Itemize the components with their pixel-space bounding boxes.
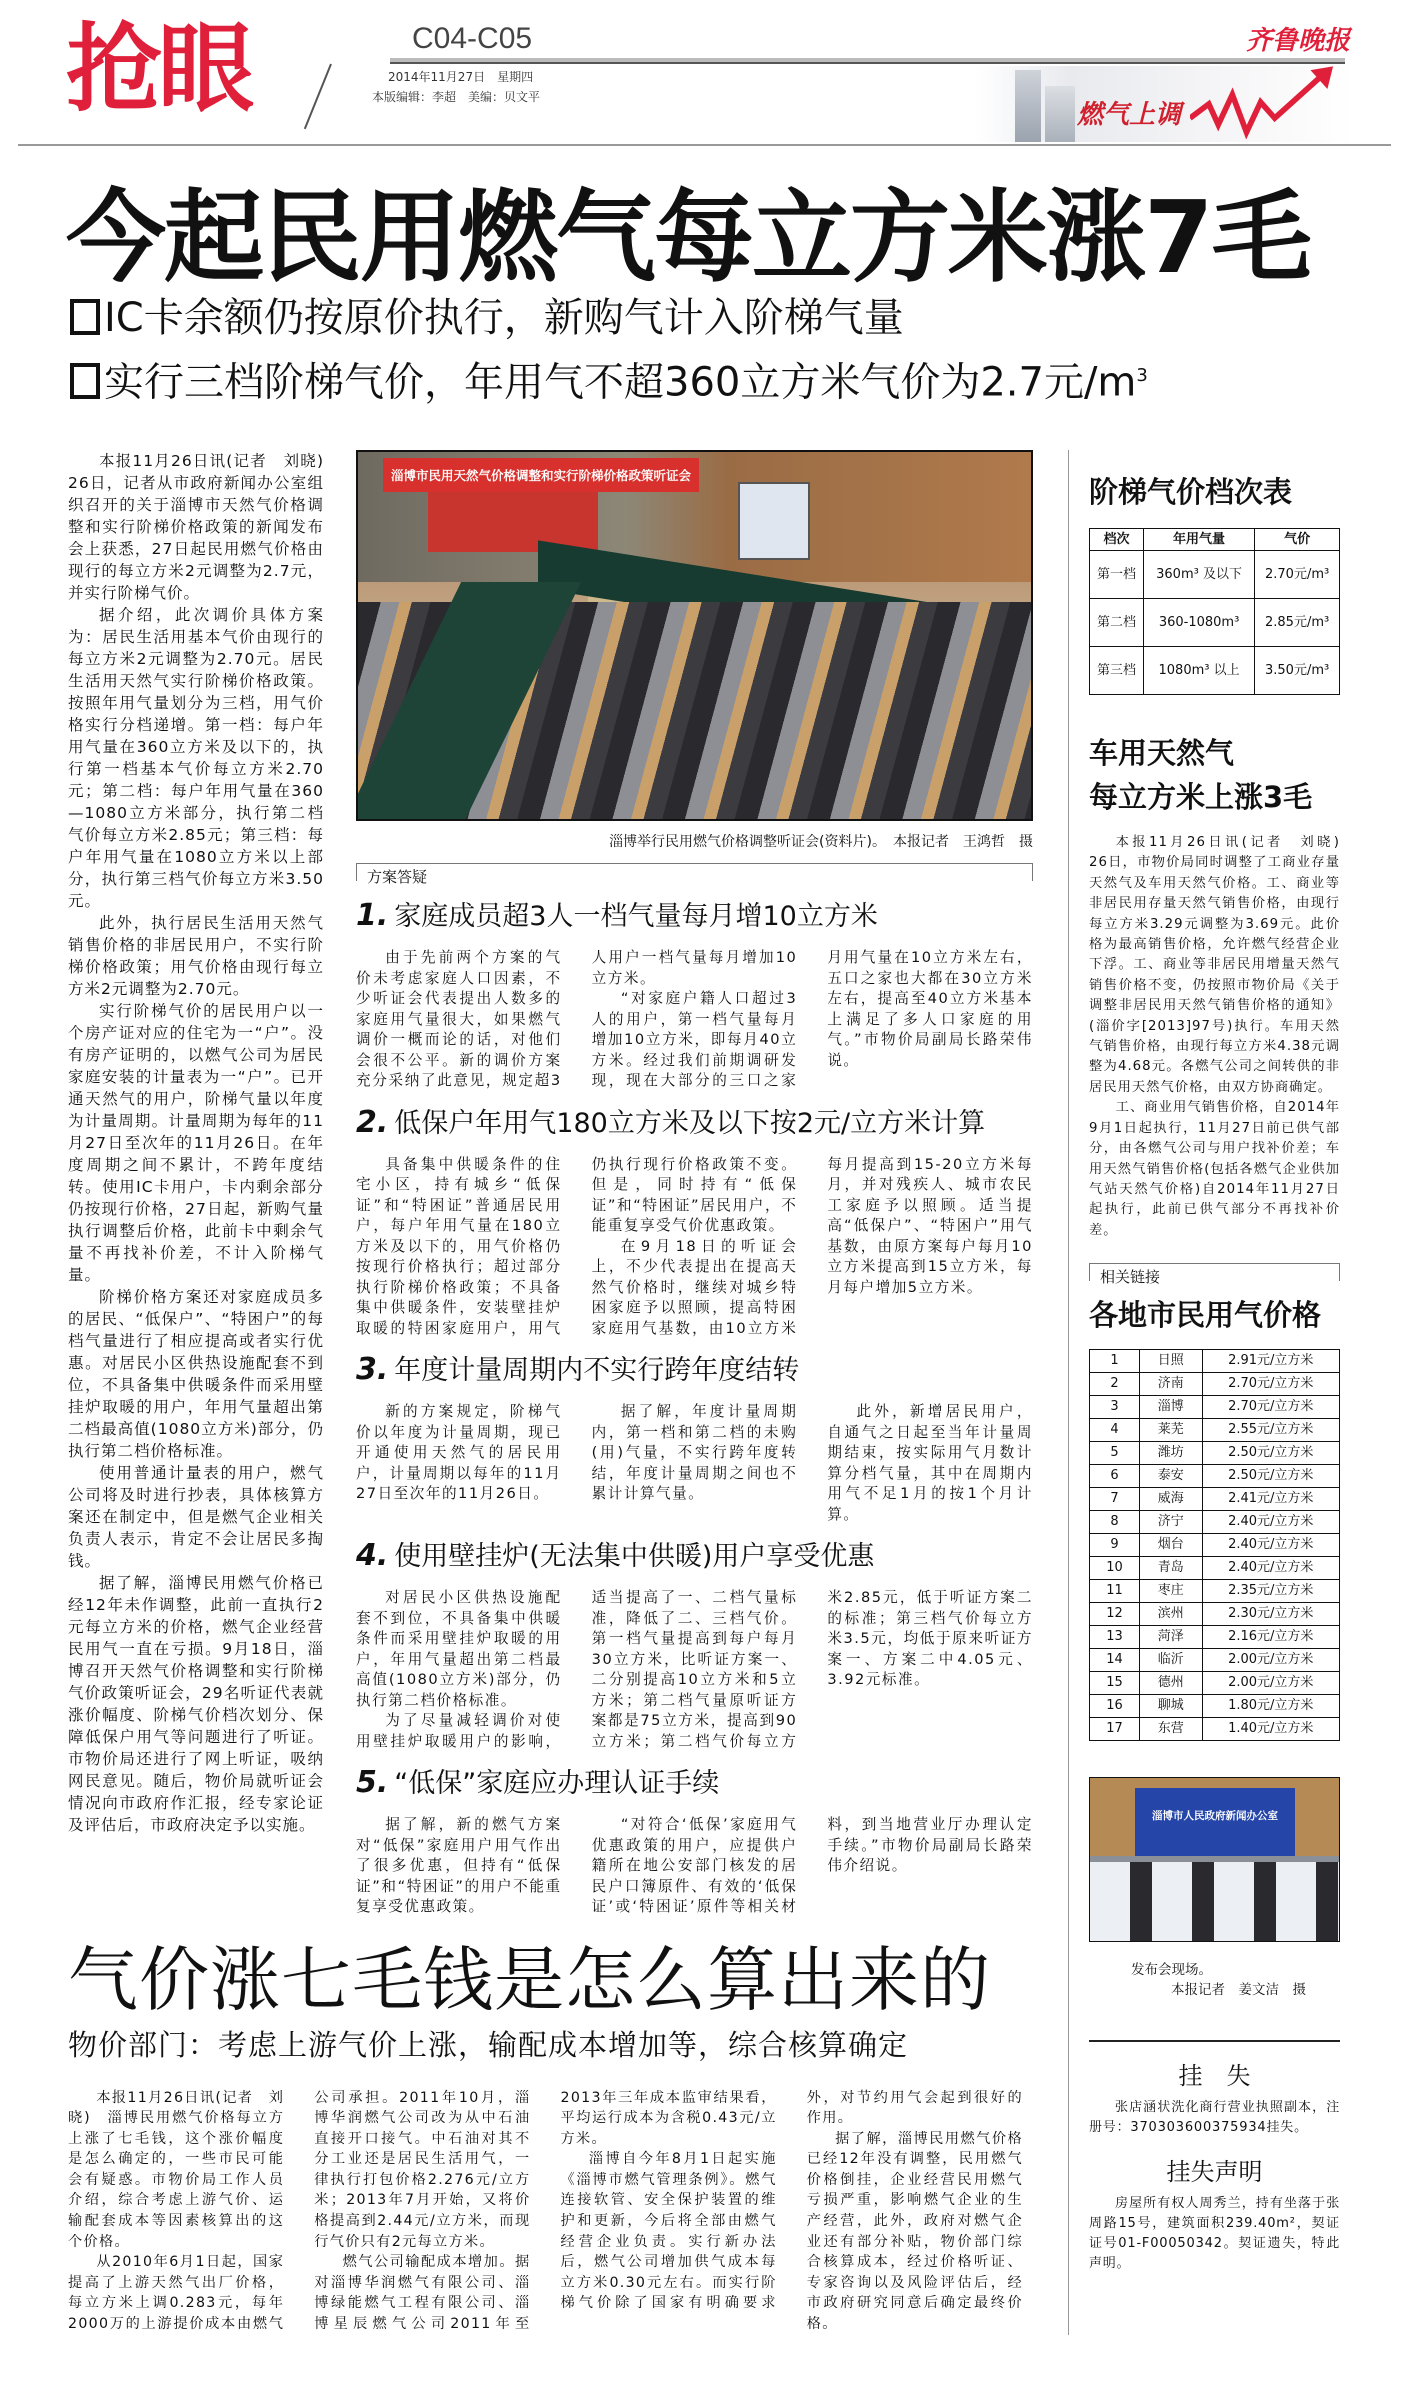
tier-table-title: 阶梯气价档次表	[1089, 475, 1293, 509]
city-cell: 青岛	[1140, 1557, 1203, 1580]
newspaper-logo: 齐鲁晚报	[1246, 26, 1351, 56]
header-cell: 年用气量	[1143, 529, 1254, 551]
section-label-text: 相关链接	[1100, 1268, 1168, 1286]
volume-cell: 360-1080m³	[1143, 599, 1254, 647]
faq-body-1	[356, 948, 1033, 1092]
subheadline-2-text: 实行三档阶梯气价，年用气不超360立方米气价为2.7元/m	[104, 359, 1137, 406]
table-row	[1090, 1488, 1340, 1511]
faq-column	[356, 450, 1033, 1918]
paragraph: 新的方案规定，阶梯气价以年度为计量周期，现已开通使用天然气的居民用户，计量周期以每年的11月27日至次年的11月26日。	[356, 1403, 562, 1502]
subheadline-1	[70, 294, 904, 342]
faq-body-4	[356, 1588, 1033, 1752]
paragraph: 据了解，年度计量周期内，第一档和第二档的未购(用)气量，不实行跨年度转结，年度计量周期之间也不累计计算气量。	[591, 1403, 798, 1502]
rank-cell: 17	[1090, 1718, 1140, 1741]
city-cell: 潍坊	[1140, 1442, 1203, 1465]
faq-number: 5.	[356, 1765, 389, 1800]
price-cell: 2.35元/立方米	[1202, 1580, 1340, 1603]
checkbox-bullet-icon	[70, 299, 100, 335]
price-cell: 2.00元/立方米	[1202, 1649, 1340, 1672]
city-cell: 德州	[1140, 1672, 1203, 1695]
table-row	[1090, 1534, 1340, 1557]
price-cell: 2.16元/立方米	[1202, 1626, 1340, 1649]
lost-statement-title: 挂失声明	[1166, 2158, 1263, 2187]
faq-heading-3	[356, 1353, 1033, 1388]
rank-cell: 9	[1090, 1534, 1140, 1557]
faq-number: 2.	[356, 1104, 389, 1140]
faq-heading-5	[356, 1766, 1033, 1801]
rank-cell: 11	[1090, 1580, 1140, 1603]
vehicle-gas-headline	[1089, 731, 1340, 819]
price-cell: 2.40元/立方米	[1202, 1557, 1340, 1580]
paragraph: 张店涵状洗化商行营业执照副本，注册号：370303600375934挂失。	[1089, 2100, 1340, 2136]
tier-cell: 第一档	[1090, 551, 1144, 599]
topic-banner-text: 燃气上调	[1077, 100, 1182, 130]
header-cell: 档次	[1090, 529, 1144, 551]
table-row	[1090, 1557, 1340, 1580]
notice-divider	[1089, 2040, 1340, 2042]
city-cell: 东营	[1140, 1718, 1203, 1741]
price-cell: 2.50元/立方米	[1202, 1465, 1340, 1488]
headline-line: 车用天然气	[1089, 736, 1235, 770]
paragraph: 具备集中供暖条件的住宅小区，持有城乡“低保证”和“特困证”普通居民用户，每户年用气量在180立方米及以下的，用气价格仍按现行价格执行；超过部分执行阶梯价格政策；不具备集中供暖条件，安装壁挂炉取暖的特困家庭用户，用气仍执行现行价格政策不变。但是，同时持有“低保证”和“特困证”居民用户，不能重复享受气价优惠政策。	[356, 1155, 798, 1337]
paragraph: “对符合‘低保’家庭用气优惠政策的用户，应提供户籍所在地公安部门核发的居民户口簿原件、有效的‘低保证’或‘特困证’原件等相关材料，到当地营业厅办理认定手续。”市物价局副局长路荣伟介绍说。	[591, 1816, 1033, 1915]
lost-notice-title: 挂 失	[1178, 2062, 1251, 2091]
faq-title: 家庭成员超3人一档气量每月增10立方米	[394, 901, 878, 932]
paragraph: 本报11月26日讯(记者 刘晓) 26日，市物价局同时调整了工商业存量天然气及车用天然气价格。工、商业等非居民用存量天然气销售价格，由现行每立方米3.29元调整为3.69元。此价格为最高销售价格，允许燃气经营企业下浮。工、商业等非居民用增量天然气销售价格不变，仍按照市物价局《关于调整非居民用天然气销售价格的通知》(淄价字[2013]97号)执行。车用天然气销售价格，由现行每立方米4.38元调整为4.68元。各燃气公司之间转供的非居民用天然气价格，由双方协商确定。	[1089, 835, 1355, 1095]
paragraph: 由于先前两个方案的气价未考虑家庭人口因素，不少听证会代表提出人数多的家庭用气量很大，如果燃气调价一概而论的话，对他们会很不公平。新的调价方案充分采纳了此意见，规定超3人用户一档气量每月增加10立方米。	[356, 949, 798, 1089]
paragraph: 此外，执行居民生活用天然气销售价格的非居民用户，不实行阶梯价格政策；用气价格由现行每立方米2元调整为2.70元。	[68, 914, 324, 998]
table-row	[1090, 1695, 1340, 1718]
price-cell: 2.70元/立方米	[1202, 1373, 1340, 1396]
city-prices-title: 各地市民用气价格	[1089, 1298, 1322, 1333]
paragraph: 阶梯价格方案还对家庭成员多的居民、“低保户”、“特困户”的每档气量进行了相应提高或者实行优惠。对居民小区供热设施配套不到位，不具备集中供暖条件而采用壁挂炉取暖的用户，年用气量超出第二档最高值(1080立方米)部分，仍执行第二档价格标准。	[68, 1288, 324, 1460]
paragraph: 此外，新增居民用户，自通气之日起至当年计量周期结束，按实际用气月数计算分档气量，其中在周期内用气不足1月的按1个月计算。	[827, 1403, 1033, 1523]
page-body-grid	[68, 450, 1355, 2335]
price-cell: 2.55元/立方米	[1202, 1419, 1340, 1442]
table-row	[1090, 1511, 1340, 1534]
tier-cell: 第三档	[1090, 647, 1144, 695]
paragraph: 在9月18日的听证会上，不少代表提出在提高天然气价格时，继续对城乡特困家庭予以照顾，提高特困家庭用气基数，由10立方米每月提高到15-20立方米每月，并对残疾人、城市农民工家庭予以照顾。适当提高“低保户”、“特困户”用气基数，由原方案每户每月10立方米提高到15立方米，每月每户增加5立方米。	[591, 1155, 1033, 1337]
main-headline: 今起民用燃气每立方米涨7毛	[66, 179, 1310, 296]
rank-cell: 4	[1090, 1419, 1140, 1442]
header-divider	[390, 58, 1345, 64]
city-cell: 日照	[1140, 1350, 1203, 1373]
faq-title: 年度计量周期内不实行跨年度结转	[394, 1355, 800, 1386]
price-cell: 2.70元/立方米	[1202, 1396, 1340, 1419]
paragraph: 据了解，淄博民用燃气价格已经12年未作调整，此前一直执行2元每立方米的价格，燃气企业经营民用气一直在亏损。9月18日，淄博召开天然气价格调整和实行阶梯气价政策听证会，29名听证代表就涨价幅度、阶梯气价档次划分、保障低保户用气等问题进行了听证。市物价局还进行了网上听证，吸纳网民意见。随后，物价局就听证会情况向市政府作汇报，经专家论证及评估后，市政府决定予以实施。	[68, 1574, 324, 1834]
table-header-row	[1090, 529, 1340, 551]
paragraph: 工、商业用气销售价格，自2014年9月1日起执行，11月27日前已供气部分，由各燃气公司与用户找补价差；车用天然气销售价格(包括各燃气企业供加气站天然气价格)自2014年11月27日起执行，此前已供气部分不再找补价差。	[1089, 1100, 1340, 1238]
rank-cell: 14	[1090, 1649, 1140, 1672]
price-cell: 3.50元/m³	[1255, 647, 1340, 695]
subheadline-2	[70, 352, 1148, 406]
price-cell: 2.40元/立方米	[1202, 1534, 1340, 1557]
price-cell: 2.70元/m³	[1255, 551, 1340, 599]
city-cell: 聊城	[1140, 1695, 1203, 1718]
header-cell: 气价	[1255, 529, 1340, 551]
lost-statement-text	[1089, 2194, 1340, 2274]
lead-article	[68, 450, 341, 1918]
city-cell: 威海	[1140, 1488, 1203, 1511]
second-headline: 气价涨七毛钱是怎么算出来的	[68, 1938, 991, 2021]
city-cell: 菏泽	[1140, 1626, 1203, 1649]
faq-body-2	[356, 1155, 1033, 1340]
table-row	[1090, 1396, 1340, 1419]
rank-cell: 5	[1090, 1442, 1140, 1465]
tier-cell: 第二档	[1090, 599, 1144, 647]
photo-credit: 本报记者 姜文洁 摄	[1171, 1982, 1306, 1999]
rank-cell: 8	[1090, 1511, 1140, 1534]
faq-title: “低保”家庭应办理认证手续	[394, 1768, 720, 1799]
table-row	[1090, 599, 1340, 647]
table-row	[1090, 647, 1340, 695]
volume-cell: 1080m³ 以上	[1143, 647, 1254, 695]
press-conference-photo	[1089, 1777, 1340, 1942]
price-cell: 1.40元/立方米	[1202, 1718, 1340, 1741]
photo-backdrop-text: 淄博市人民政府新闻办公室	[1135, 1788, 1295, 1856]
price-cell: 2.50元/立方米	[1202, 1442, 1340, 1465]
rank-cell: 1	[1090, 1350, 1140, 1373]
table-row	[1090, 1419, 1340, 1442]
faq-section-label	[356, 863, 1033, 886]
table-row	[1090, 1350, 1340, 1373]
paragraph: 本报11月26日讯(记者 刘晓) 26日，记者从市政府新闻办公室组织召开的关于淄博市天然气价格调整和实行阶梯价格政策的新闻发布会上获悉，27日起民用燃气价格由现行的每立方米2元调整为2.7元，并实行阶梯气价。	[68, 452, 341, 602]
faq-body-5	[356, 1815, 1033, 1918]
faq-number: 4.	[356, 1538, 389, 1573]
faq-heading-1	[356, 899, 1033, 934]
city-cell: 滨州	[1140, 1603, 1203, 1626]
superscript: 3	[1136, 365, 1148, 386]
table-row	[1090, 1672, 1340, 1695]
related-section-label	[1089, 1263, 1340, 1287]
rank-cell: 6	[1090, 1465, 1140, 1488]
price-cell: 2.40元/立方米	[1202, 1511, 1340, 1534]
section-label-text: 方案答疑	[367, 868, 435, 886]
price-cell: 2.85元/m³	[1255, 599, 1340, 647]
paragraph: 淄博自今年8月1日起实施《淄博市燃气管理条例》。燃气连接软管、安全保护装置的维护和更新，今后将全部由燃气经营企业负责。实行新办法后，燃气公司增加供气成本每立方米0.30元左右。而实行阶梯气价除了国家有明确要求外，对节约用气会起到很好的作用。	[560, 2089, 1023, 2312]
city-price-table	[1089, 1349, 1340, 1741]
vehicle-gas-article	[1089, 833, 1355, 1241]
tier-price-table	[1089, 528, 1340, 695]
city-cell: 莱芜	[1140, 1419, 1203, 1442]
rank-cell: 2	[1090, 1373, 1140, 1396]
faq-body-3	[356, 1402, 1033, 1525]
price-cell: 2.30元/立方米	[1202, 1603, 1340, 1626]
faq-title: 低保户年用气180立方米及以下按2元/立方米计算	[394, 1107, 986, 1139]
city-cell: 济南	[1140, 1373, 1203, 1396]
table-row	[1090, 1626, 1340, 1649]
paragraph: 房屋所有权人周秀兰，持有坐落于张周路15号，建筑面积239.40m²，契证证号01-F00050342。契证遗失，特此声明。	[1089, 2196, 1340, 2272]
table-row	[1090, 1373, 1340, 1396]
price-cell: 1.80元/立方米	[1202, 1695, 1340, 1718]
second-article	[68, 1918, 1033, 2335]
price-cell: 2.00元/立方米	[1202, 1672, 1340, 1695]
faq-number: 1.	[356, 898, 389, 933]
masthead-rule	[18, 144, 1391, 146]
city-cell: 枣庄	[1140, 1580, 1203, 1603]
faq-heading-4	[356, 1539, 1033, 1574]
price-cell: 2.41元/立方米	[1202, 1488, 1340, 1511]
topic-banner-image	[975, 66, 1355, 142]
hearing-photo	[356, 450, 1033, 821]
rank-cell: 15	[1090, 1672, 1140, 1695]
faq-number: 3.	[356, 1352, 389, 1387]
header-slash-divider	[304, 64, 332, 130]
rank-cell: 12	[1090, 1603, 1140, 1626]
headline-line: 每立方米上涨3毛	[1089, 780, 1313, 814]
rank-cell: 7	[1090, 1488, 1140, 1511]
table-row	[1090, 1442, 1340, 1465]
paragraph: 据了解，新的燃气方案对“低保”家庭用户用气作出了很多优惠，但持有“低保证”和“特困证”的用户不能重复享受优惠政策。	[356, 1816, 562, 1915]
paragraph: “对家庭户籍人口超过3人的用户，第一档气量每月增加10立方米，即每月40立方米。经过我们前期调研发现，现在大部分的三口之家月用气量在10立方米左右，五口之家也大都在30立方米左右，提高至40立方米基本上满足了多人口家庭的用气。”市物价局副局长路荣伟说。	[591, 949, 1033, 1089]
paragraph: 燃气公司输配成本增加。据对淄博华润燃气有限公司、淄博绿能燃气工程有限公司、淄博星辰燃气公司2011年至2013年三年成本监审结果看，平均运行成本为含税0.43元/立方米。	[314, 2089, 777, 2333]
paragraph: 对居民小区供热设施配套不到位，不具备集中供暖条件而采用壁挂炉取暖的用户，年用气量超出第二档最高值(1080立方米)部分，仍执行第二档价格标准。	[356, 1589, 562, 1709]
second-article-body	[68, 2088, 1023, 2335]
photo-caption: 淄博举行民用燃气价格调整听证会(资料片)。 本报记者 王鸿哲 摄	[609, 834, 1033, 850]
second-subheadline: 物价部门：考虑上游气价上涨，输配成本增加等，综合核算确定	[68, 2027, 909, 2062]
subheadline-1-text: IC卡余额仍按原价执行，新购气计入阶梯气量	[104, 295, 904, 341]
issue-date: 2014年11月27日 星期四	[388, 70, 534, 84]
city-cell: 烟台	[1140, 1534, 1203, 1557]
table-row	[1090, 1718, 1340, 1741]
paragraph: 本报11月26日讯(记者 刘晓) 淄博民用燃气价格每立方上涨了七毛钱，这个涨价幅度是怎么确定的，一些市民可能会有疑惑。市物价局工作人员介绍，综合考虑上游气价、运输配套成本等因素核算出的这个价格。	[68, 2089, 285, 2250]
faq-title: 使用壁挂炉(无法集中供暖)用户享受优惠	[394, 1541, 875, 1572]
paragraph: 据介绍，此次调价具体方案为：居民生活用基本气价由现行的每立方米2元调整为2.70元。居民生活用天然气实行阶梯价格政策。按照年用气量划分为三档，用气价格实行分档递增。第一档：每户年用气量在360立方米及以下的，执行第一档基本气价每立方米2.70元；第二档：每户年用气量在360—1080立方米部分，执行第二档气价每立方米2.85元；第三档：每户年用气量在1080立方米以上部分，执行第三档气价每立方米3.50元。	[68, 606, 324, 910]
gas-plant-graphic	[1045, 86, 1075, 142]
table-row	[1090, 1649, 1340, 1672]
rank-cell: 10	[1090, 1557, 1140, 1580]
table-row	[1090, 551, 1340, 599]
lost-notice-text	[1089, 2098, 1340, 2138]
paragraph: 使用普通计量表的用户，燃气公司将及时进行抄表，具体核算方案还在制定中，但是燃气企业相关负责人表示，肯定不会让居民多掏钱。	[68, 1464, 324, 1570]
section-logo: 抢眼	[66, 13, 250, 125]
table-row	[1090, 1465, 1340, 1488]
editors-credit: 本版编辑：李超 美编：贝文平	[372, 90, 541, 104]
paragraph: 从2010年6月1日起，国家提高了上游天然气出厂价格，每立方米上调0.283元，每年2000万的上游提价成本由燃气公司承担。2011年10月，淄博华润燃气公司改为从中石油直接开口接气。中石油对其不分工业还是居民生活用气，一律执行打包价格2.276元/立方米；2013年7月开始，又将价格提高到2.44元/立方米，而现行气价只有2元每立方米。	[68, 2089, 531, 2333]
rank-cell: 16	[1090, 1695, 1140, 1718]
price-cell: 2.91元/立方米	[1202, 1350, 1340, 1373]
page-numbers: C04-C05	[412, 22, 533, 55]
faq-heading-2	[356, 1106, 1033, 1141]
gas-tower-graphic	[1015, 70, 1041, 142]
right-sidebar	[1068, 450, 1355, 2335]
checkbox-bullet-icon	[70, 363, 100, 399]
table-row	[1090, 1603, 1340, 1626]
volume-cell: 360m³ 及以下	[1143, 551, 1254, 599]
table-row	[1090, 1580, 1340, 1603]
paragraph: 据了解，淄博民用燃气价格已经12年没有调整，民用燃气价格倒挂，企业经营民用燃气亏损严重，影响燃气企业的生产经营，此外，政府对燃气企业还有部分补贴，物价部门综合核算成本，经过价格听证、专家咨询以及风险评估后，经市政府研究同意后确定最终价格。	[806, 2130, 1023, 2333]
projector-screen	[738, 482, 810, 560]
city-cell: 泰安	[1140, 1465, 1203, 1488]
photo-banner-text: 淄博市民用天然气价格调整和实行阶梯价格政策听证会	[383, 458, 699, 492]
rank-cell: 3	[1090, 1396, 1140, 1419]
rising-arrow-icon	[1190, 66, 1350, 142]
paragraph: 实行阶梯气价的居民用户以一个房产证对应的住宅为一“户”。没有房产证明的，以燃气公司为居民家庭安装的计量表为一“户”。已开通天然气的用户，阶梯气量以年度为计量周期。计量周期为每年的11月27日至次年的11月26日。在年度周期之间不累计，不跨年度结转。使用IC卡用户，卡内剩余部分仍按现行价格，27日起，新购气量执行调整后价格，此前卡中剩余气量不再找补价差，不计入阶梯气量。	[68, 1002, 324, 1284]
city-cell: 淄博	[1140, 1396, 1203, 1419]
paragraph: 为了尽量减轻调价对使用壁挂炉取暖用户的影响，适当提高了一、二档气量标准，降低了二、三档气价。第一档气量提高到每户每月30立方米，比听证方案一、二分别提高10立方米和5立方米；第二档气量原听证方案都是75立方米，提高到90立方米；第二档气价每立方米2.85元，低于听证方案二的标准；第三档气价每立方米3.5元，均低于原来听证方案一、方案二中4.05元、3.92元标准。	[356, 1589, 1033, 1750]
city-cell: 济宁	[1140, 1511, 1203, 1534]
photo-caption: 发布会现场。	[1131, 1962, 1212, 1979]
rank-cell: 13	[1090, 1626, 1140, 1649]
city-cell: 临沂	[1140, 1649, 1203, 1672]
